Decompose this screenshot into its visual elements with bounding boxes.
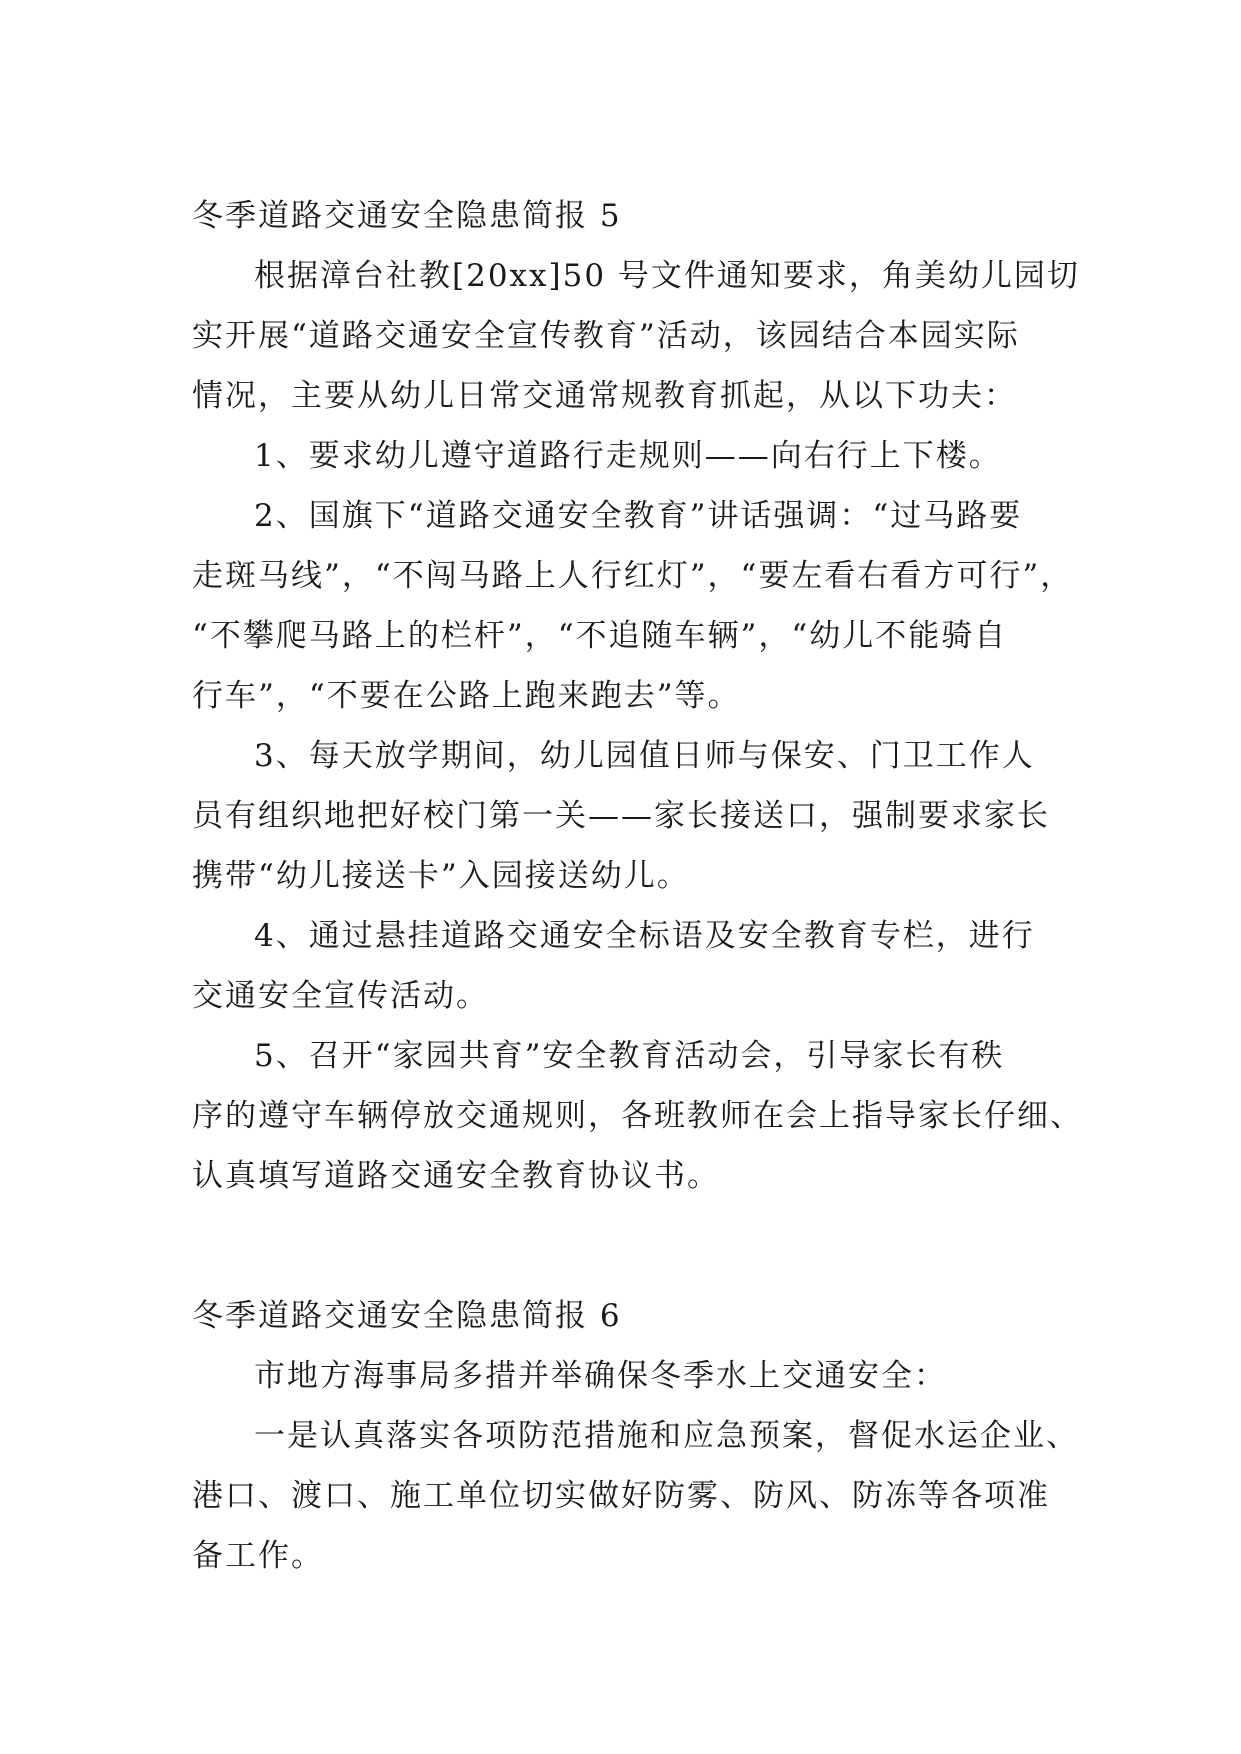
paragraph-line: 员有组织地把好校门第一关——家长接送口，强制要求家长 bbox=[192, 798, 1050, 834]
paragraph-line: 交通安全宣传活动。 bbox=[192, 978, 489, 1014]
paragraph-line: 行车”，“不要在公路上跑来跑去”等。 bbox=[192, 678, 741, 714]
paragraph-line: 序的遵守车辆停放交通规则，各班教师在会上指导家长仔细、 bbox=[192, 1098, 1083, 1134]
list-item-4: 4、通过悬挂道路交通安全标语及安全教育专栏，进行 bbox=[254, 918, 1035, 954]
paragraph-line: 根据漳台社教[20xx]50 号文件通知要求，角美幼儿园切 bbox=[254, 258, 1080, 294]
paragraph-line: 认真填写道路交通安全教育协议书。 bbox=[192, 1158, 720, 1194]
document-page bbox=[192, 186, 1083, 1586]
section-spacer bbox=[192, 1206, 1056, 1286]
paragraph-line: 市地方海事局多措并举确保冬季水上交通安全： bbox=[254, 1358, 947, 1394]
list-item-2: 2、国旗下“道路交通安全教育”讲话强调：“过马路要 bbox=[254, 498, 1023, 534]
paragraph-line: 港口、渡口、施工单位切实做好防雾、防风、防冻等各项准 bbox=[192, 1478, 1050, 1514]
paragraph-line: 备工作。 bbox=[192, 1538, 324, 1574]
paragraph-line: 实开展“道路交通安全宣传教育”活动，该园结合本园实际 bbox=[192, 318, 1020, 354]
section-6 bbox=[192, 1286, 1079, 1586]
paragraph-line: “不攀爬马路上的栏杆”，“不追随车辆”，“幼儿不能骑自 bbox=[192, 618, 1008, 654]
paragraph-line: 一是认真落实各项防范措施和应急预案，督促水运企业、 bbox=[254, 1418, 1079, 1454]
section-title: 冬季道路交通安全隐患简报 5 bbox=[192, 198, 622, 234]
paragraph-line: 情况，主要从幼儿日常交通常规教育抓起，从以下功夫： bbox=[192, 378, 1017, 414]
list-item-5: 5、召开“家园共育”安全教育活动会，引导家长有秩 bbox=[254, 1038, 1005, 1074]
section-title: 冬季道路交通安全隐患简报 6 bbox=[192, 1298, 622, 1334]
list-item-1: 1、要求幼儿遵守道路行走规则——向右行上下楼。 bbox=[254, 438, 1002, 474]
list-item-3: 3、每天放学期间，幼儿园值日师与保安、门卫工作人 bbox=[254, 738, 1035, 774]
section-5 bbox=[192, 186, 1083, 1206]
paragraph-line: 走斑马线”，“不闯马路上人行红灯”，“要左看右看方可行”， bbox=[192, 558, 1074, 594]
paragraph-line: 携带“幼儿接送卡”入园接送幼儿。 bbox=[192, 858, 690, 894]
